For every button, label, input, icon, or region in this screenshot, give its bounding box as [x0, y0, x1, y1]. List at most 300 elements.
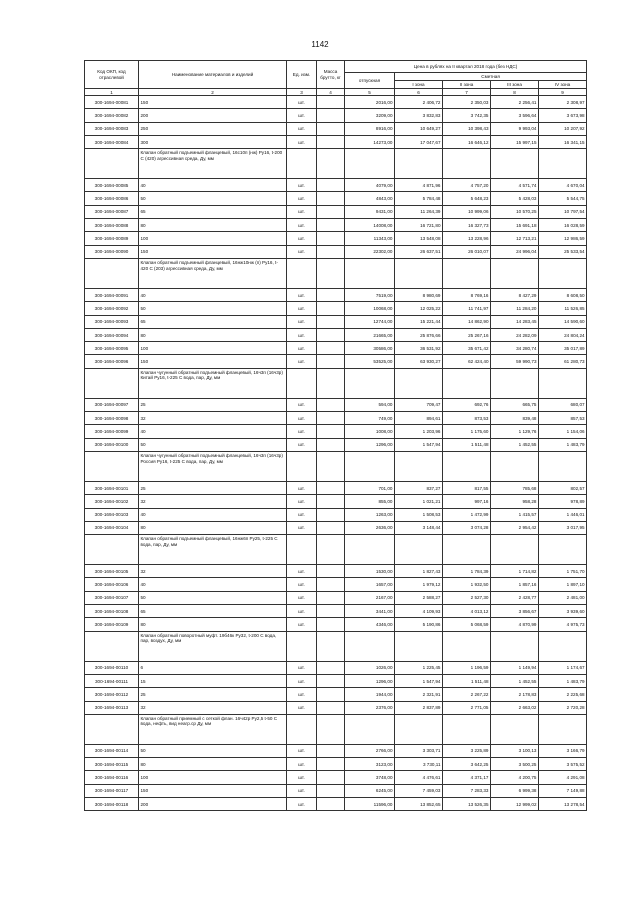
empty-cell [317, 149, 345, 179]
zone-1-price-cell: 11 264,39 [395, 205, 443, 218]
empty-cell [345, 258, 395, 288]
zone-2-price-cell: 817,55 [443, 481, 491, 494]
size-cell: 25 [139, 481, 287, 494]
column-index-cell: 8 [491, 89, 539, 96]
zone-2-price-cell: 10 398,43 [443, 122, 491, 135]
zone-1-price-cell: 36 531,92 [395, 342, 443, 355]
release-price-cell: 2636,00 [345, 521, 395, 534]
mass-cell [317, 302, 345, 315]
zone-2-price-cell: 4 371,17 [443, 771, 491, 784]
table-row [85, 398, 587, 411]
release-price-cell: 1263,00 [345, 508, 395, 521]
column-index-cell: 1 [85, 89, 139, 96]
empty-cell [539, 451, 587, 481]
zone-1-price-cell: 8 980,69 [395, 288, 443, 301]
mass-cell [317, 355, 345, 368]
zone-1-price-cell: 4 871,96 [395, 179, 443, 192]
price-table [84, 60, 587, 811]
zone-3-price-cell: 839,48 [491, 412, 539, 425]
release-price-cell: 30586,00 [345, 342, 395, 355]
column-index-cell: 4 [317, 89, 345, 96]
empty-cell [539, 714, 587, 744]
release-price-cell: 2376,00 [345, 701, 395, 714]
unit-cell: шт. [287, 135, 317, 148]
zone-4-price-cell: 3 673,98 [539, 109, 587, 122]
zone-4-price-cell: 1 446,01 [539, 508, 587, 521]
zone-4-price-cell: 2 481,00 [539, 591, 587, 604]
empty-cell [443, 714, 491, 744]
zone-3-price-cell: 4 870,99 [491, 618, 539, 631]
code-cell: 300-1694-00106 [85, 578, 139, 591]
code-cell: 300-1694-00104 [85, 521, 139, 534]
empty-cell [491, 258, 539, 288]
zone-2-price-cell: 7 283,33 [443, 784, 491, 797]
table-row [85, 328, 587, 341]
unit-cell: шт. [287, 288, 317, 301]
zone-2-price-cell: 997,16 [443, 495, 491, 508]
mass-cell [317, 122, 345, 135]
column-index-cell: 3 [287, 89, 317, 96]
unit-cell: шт. [287, 342, 317, 355]
code-cell: 300-1694-00098 [85, 412, 139, 425]
code-cell: 300-1694-00089 [85, 232, 139, 245]
zone-1-price-cell: 709,47 [395, 398, 443, 411]
table-row [85, 521, 587, 534]
zone-2-price-cell: 2 350,03 [443, 96, 491, 109]
release-price-cell: 2016,00 [345, 96, 395, 109]
release-price-cell: 11596,00 [345, 797, 395, 810]
zone-3-price-cell: 1 129,76 [491, 425, 539, 438]
release-price-cell: 1296,00 [345, 674, 395, 687]
header-zone-4: IV зона [539, 81, 587, 89]
release-price-cell: 11343,00 [345, 232, 395, 245]
zone-1-price-cell: 13 852,65 [395, 797, 443, 810]
mass-cell [317, 425, 345, 438]
header-zone-2: II зона [443, 81, 491, 89]
zone-2-price-cell: 35 671,42 [443, 342, 491, 355]
zone-1-price-cell: 1 547,94 [395, 674, 443, 687]
unit-cell: шт. [287, 508, 317, 521]
section-row [85, 149, 587, 179]
table-row [85, 797, 587, 810]
unit-cell: шт. [287, 674, 317, 687]
zone-2-price-cell: 1 784,39 [443, 565, 491, 578]
zone-3-price-cell: 24 996,04 [491, 245, 539, 258]
release-price-cell: 4079,00 [345, 179, 395, 192]
zone-4-price-cell: 857,53 [539, 412, 587, 425]
zone-1-price-cell: 10 649,27 [395, 122, 443, 135]
empty-cell [345, 149, 395, 179]
empty-cell [491, 451, 539, 481]
zone-1-price-cell: 3 730,11 [395, 758, 443, 771]
size-cell: 32 [139, 701, 287, 714]
table-row [85, 302, 587, 315]
zone-2-price-cell: 16 327,73 [443, 219, 491, 232]
table-row [85, 438, 587, 451]
release-price-cell: 7519,00 [345, 288, 395, 301]
zone-3-price-cell: 665,75 [491, 398, 539, 411]
column-index-cell: 9 [539, 89, 587, 96]
zone-1-price-cell: 3 832,83 [395, 109, 443, 122]
zone-1-price-cell: 12 025,22 [395, 302, 443, 315]
empty-cell [395, 368, 443, 398]
header-zone-1: I зона [395, 81, 443, 89]
unit-cell: шт. [287, 96, 317, 109]
zone-1-price-cell: 1 547,94 [395, 438, 443, 451]
unit-cell: шт. [287, 758, 317, 771]
unit-cell: шт. [287, 205, 317, 218]
zone-4-price-cell: 10 207,92 [539, 122, 587, 135]
zone-4-price-cell: 1 483,79 [539, 438, 587, 451]
unit-cell: шт. [287, 618, 317, 631]
zone-3-price-cell: 1 149,94 [491, 661, 539, 674]
zone-1-price-cell: 13 548,08 [395, 232, 443, 245]
mass-cell [317, 688, 345, 701]
code-cell: 300-1694-00113 [85, 701, 139, 714]
mass-cell [317, 674, 345, 687]
table-row [85, 591, 587, 604]
unit-cell: шт. [287, 425, 317, 438]
size-cell: 50 [139, 302, 287, 315]
release-price-cell: 3748,00 [345, 771, 395, 784]
size-cell: 65 [139, 205, 287, 218]
column-index-cell: 5 [345, 89, 395, 96]
unit-cell: шт. [287, 688, 317, 701]
zone-4-price-cell: 3 166,79 [539, 744, 587, 757]
zone-3-price-cell: 958,28 [491, 495, 539, 508]
column-index-row [85, 89, 587, 96]
unit-cell: шт. [287, 355, 317, 368]
mass-cell [317, 758, 345, 771]
release-price-cell: 1944,00 [345, 688, 395, 701]
zone-3-price-cell: 10 570,25 [491, 205, 539, 218]
release-price-cell: 2167,00 [345, 591, 395, 604]
code-cell: 300-1694-00085 [85, 179, 139, 192]
table-row [85, 618, 587, 631]
zone-2-price-cell: 1 511,48 [443, 674, 491, 687]
empty-cell [317, 631, 345, 661]
zone-3-price-cell: 2 256,41 [491, 96, 539, 109]
table-row [85, 315, 587, 328]
table-row [85, 661, 587, 674]
release-price-cell: 14273,00 [345, 135, 395, 148]
zone-4-price-cell: 1 751,70 [539, 565, 587, 578]
section-row [85, 258, 587, 288]
header-estimate-price: Сметная [395, 73, 587, 81]
mass-cell [317, 398, 345, 411]
empty-cell [395, 149, 443, 179]
table-row [85, 355, 587, 368]
mass-cell [317, 135, 345, 148]
unit-cell: шт. [287, 179, 317, 192]
zone-1-price-cell: 63 930,27 [395, 355, 443, 368]
header-mass: Масса брутто, кг [317, 61, 345, 89]
code-cell: 300-1694-00099 [85, 425, 139, 438]
size-cell: 300 [139, 135, 287, 148]
zone-2-price-cell: 14 862,90 [443, 315, 491, 328]
empty-cell [539, 258, 587, 288]
size-cell: 150 [139, 784, 287, 797]
size-cell: 32 [139, 412, 287, 425]
zone-2-price-cell: 2 527,30 [443, 591, 491, 604]
code-cell: 300-1694-00118 [85, 797, 139, 810]
mass-cell [317, 342, 345, 355]
section-row [85, 368, 587, 398]
code-cell: 300-1694-00107 [85, 591, 139, 604]
header-name: Наименование материалов и изделий [139, 61, 287, 89]
release-price-cell: 3209,00 [345, 109, 395, 122]
release-price-cell: 10068,00 [345, 302, 395, 315]
size-cell: 50 [139, 591, 287, 604]
empty-cell [345, 714, 395, 744]
size-cell: 40 [139, 578, 287, 591]
table-row [85, 674, 587, 687]
zone-2-price-cell: 62 424,40 [443, 355, 491, 368]
code-cell: 300-1694-00086 [85, 192, 139, 205]
empty-cell [287, 368, 317, 398]
unit-cell: шт. [287, 232, 317, 245]
code-cell: 300-1694-00082 [85, 109, 139, 122]
size-cell: 40 [139, 508, 287, 521]
release-price-cell: 3441,00 [345, 605, 395, 618]
zone-3-price-cell: 15 997,15 [491, 135, 539, 148]
zone-2-price-cell: 2 267,22 [443, 688, 491, 701]
mass-cell [317, 232, 345, 245]
code-cell: 300-1694-00097 [85, 398, 139, 411]
table-row [85, 122, 587, 135]
size-cell: 200 [139, 797, 287, 810]
zone-1-price-cell: 5 784,48 [395, 192, 443, 205]
unit-cell: шт. [287, 398, 317, 411]
unit-cell: шт. [287, 797, 317, 810]
empty-cell [443, 451, 491, 481]
zone-1-price-cell: 4 476,61 [395, 771, 443, 784]
zone-3-price-cell: 1 857,16 [491, 578, 539, 591]
zone-4-price-cell: 7 149,88 [539, 784, 587, 797]
zone-1-price-cell: 3 303,71 [395, 744, 443, 757]
release-price-cell: 53525,00 [345, 355, 395, 368]
zone-3-price-cell: 2 954,42 [491, 521, 539, 534]
zone-3-price-cell: 3 100,13 [491, 744, 539, 757]
code-cell: 300-1694-00101 [85, 481, 139, 494]
zone-4-price-cell: 3 939,60 [539, 605, 587, 618]
table-row [85, 342, 587, 355]
size-cell: 80 [139, 219, 287, 232]
section-row [85, 714, 587, 744]
zone-4-price-cell: 1 897,10 [539, 578, 587, 591]
release-price-cell: 1008,00 [345, 425, 395, 438]
code-cell: 300-1694-00091 [85, 288, 139, 301]
zone-1-price-cell: 17 047,67 [395, 135, 443, 148]
size-cell: 200 [139, 109, 287, 122]
zone-1-price-cell: 1 021,21 [395, 495, 443, 508]
section-row [85, 631, 587, 661]
release-price-cell: 1530,00 [345, 565, 395, 578]
zone-1-price-cell: 1 203,96 [395, 425, 443, 438]
empty-cell [539, 368, 587, 398]
zone-2-price-cell: 16 646,12 [443, 135, 491, 148]
mass-cell [317, 618, 345, 631]
empty-cell [287, 631, 317, 661]
header-zone-3: III зона [491, 81, 539, 89]
size-cell: 6 [139, 661, 287, 674]
zone-4-price-cell: 1 174,67 [539, 661, 587, 674]
mass-cell [317, 771, 345, 784]
mass-cell [317, 481, 345, 494]
zone-4-price-cell: 3 575,52 [539, 758, 587, 771]
size-cell: 65 [139, 605, 287, 618]
zone-3-price-cell: 6 999,38 [491, 784, 539, 797]
table-row [85, 179, 587, 192]
zone-3-price-cell: 3 500,25 [491, 758, 539, 771]
release-price-cell: 6245,00 [345, 784, 395, 797]
table-row [85, 288, 587, 301]
mass-cell [317, 192, 345, 205]
empty-cell [317, 368, 345, 398]
empty-cell [443, 149, 491, 179]
unit-cell: шт. [287, 109, 317, 122]
empty-cell [491, 714, 539, 744]
table-row [85, 758, 587, 771]
zone-4-price-cell: 35 017,89 [539, 342, 587, 355]
zone-1-price-cell: 2 588,27 [395, 591, 443, 604]
zone-1-price-cell: 2 321,91 [395, 688, 443, 701]
size-cell: 80 [139, 328, 287, 341]
zone-1-price-cell: 1 225,45 [395, 661, 443, 674]
zone-2-price-cell: 3 225,89 [443, 744, 491, 757]
code-cell: 300-1694-00117 [85, 784, 139, 797]
release-price-cell: 855,00 [345, 495, 395, 508]
code-cell: 300-1694-00092 [85, 302, 139, 315]
table-row [85, 135, 587, 148]
zone-1-price-cell: 4 109,93 [395, 605, 443, 618]
table-row [85, 481, 587, 494]
size-cell: 25 [139, 398, 287, 411]
mass-cell [317, 784, 345, 797]
unit-cell: шт. [287, 315, 317, 328]
zone-4-price-cell: 4 975,73 [539, 618, 587, 631]
mass-cell [317, 797, 345, 810]
header-price-group: Цена в рублях на II квартал 2018 года (без НДС) [345, 61, 587, 73]
zone-2-price-cell: 3 642,25 [443, 758, 491, 771]
empty-cell [345, 535, 395, 565]
zone-2-price-cell: 25 267,16 [443, 328, 491, 341]
size-cell: 50 [139, 192, 287, 205]
empty-cell [539, 535, 587, 565]
section-title: Клапан чугунный обратный подъемный фланцевый, 16ч3п (16ч3р) Россия Ру16, t-225 С вода, пар, Ду, мм [139, 451, 287, 481]
mass-cell [317, 205, 345, 218]
size-cell: 65 [139, 315, 287, 328]
zone-3-price-cell: 3 596,64 [491, 109, 539, 122]
zone-2-price-cell: 10 999,06 [443, 205, 491, 218]
section-title: Клапан чугунный обратный подъемный фланцевый, 16ч3п (16ч3р) Китай Ру16, t-225 С вода, пар, Ду, мм [139, 368, 287, 398]
code-cell: 300-1694-00116 [85, 771, 139, 784]
size-cell: 32 [139, 565, 287, 578]
section-title: Клапан обратный поворотный муфт. 19б46к Ру32, t-200 С вода, пар, воздух, Ду, мм [139, 631, 287, 661]
zone-2-price-cell: 2 771,05 [443, 701, 491, 714]
release-price-cell: 2766,00 [345, 744, 395, 757]
unit-cell: шт. [287, 219, 317, 232]
zone-1-price-cell: 2 837,89 [395, 701, 443, 714]
zone-4-price-cell: 2 225,68 [539, 688, 587, 701]
table-row [85, 245, 587, 258]
empty-cell [287, 535, 317, 565]
empty-cell [317, 535, 345, 565]
code-cell: 300-1694-00111 [85, 674, 139, 687]
zone-3-price-cell: 1 714,82 [491, 565, 539, 578]
mass-cell [317, 495, 345, 508]
zone-2-price-cell: 3 074,28 [443, 521, 491, 534]
code-cell: 300-1694-00108 [85, 605, 139, 618]
zone-1-price-cell: 2 406,72 [395, 96, 443, 109]
zone-2-price-cell: 1 511,48 [443, 438, 491, 451]
empty-cell [287, 258, 317, 288]
empty-cell [395, 631, 443, 661]
release-price-cell: 1026,00 [345, 661, 395, 674]
section-code-cell [85, 368, 139, 398]
zone-1-price-cell: 16 721,80 [395, 219, 443, 232]
zone-4-price-cell: 680,07 [539, 398, 587, 411]
unit-cell: шт. [287, 605, 317, 618]
unit-cell: шт. [287, 701, 317, 714]
table-row [85, 771, 587, 784]
zone-2-price-cell: 8 769,16 [443, 288, 491, 301]
mass-cell [317, 328, 345, 341]
zone-4-price-cell: 10 797,54 [539, 205, 587, 218]
size-cell: 15 [139, 674, 287, 687]
mass-cell [317, 245, 345, 258]
zone-4-price-cell: 4 670,04 [539, 179, 587, 192]
zone-1-price-cell: 3 148,44 [395, 521, 443, 534]
unit-cell: шт. [287, 438, 317, 451]
code-cell: 300-1694-00083 [85, 122, 139, 135]
section-row [85, 451, 587, 481]
zone-2-price-cell: 1 932,50 [443, 578, 491, 591]
zone-4-price-cell: 1 483,79 [539, 674, 587, 687]
column-index-cell: 6 [395, 89, 443, 96]
release-price-cell: 3123,00 [345, 758, 395, 771]
table-row [85, 109, 587, 122]
mass-cell [317, 315, 345, 328]
code-cell: 300-1694-00081 [85, 96, 139, 109]
zone-4-price-cell: 4 291,08 [539, 771, 587, 784]
mass-cell [317, 109, 345, 122]
mass-cell [317, 179, 345, 192]
table-row [85, 605, 587, 618]
zone-3-price-cell: 1 452,55 [491, 674, 539, 687]
zone-1-price-cell: 7 459,03 [395, 784, 443, 797]
zone-4-price-cell: 13 278,54 [539, 797, 587, 810]
table-row [85, 219, 587, 232]
empty-cell [491, 368, 539, 398]
empty-cell [287, 149, 317, 179]
zone-4-price-cell: 2 308,97 [539, 96, 587, 109]
zone-2-price-cell: 1 472,99 [443, 508, 491, 521]
section-code-cell [85, 258, 139, 288]
unit-cell: шт. [287, 481, 317, 494]
size-cell: 40 [139, 288, 287, 301]
zone-2-price-cell: 26 010,07 [443, 245, 491, 258]
code-cell: 300-1694-00112 [85, 688, 139, 701]
empty-cell [287, 714, 317, 744]
release-price-cell: 12744,00 [345, 315, 395, 328]
size-cell: 150 [139, 245, 287, 258]
page-number: 1142 [311, 40, 329, 49]
section-code-cell [85, 149, 139, 179]
size-cell: 40 [139, 179, 287, 192]
mass-cell [317, 438, 345, 451]
empty-cell [443, 368, 491, 398]
